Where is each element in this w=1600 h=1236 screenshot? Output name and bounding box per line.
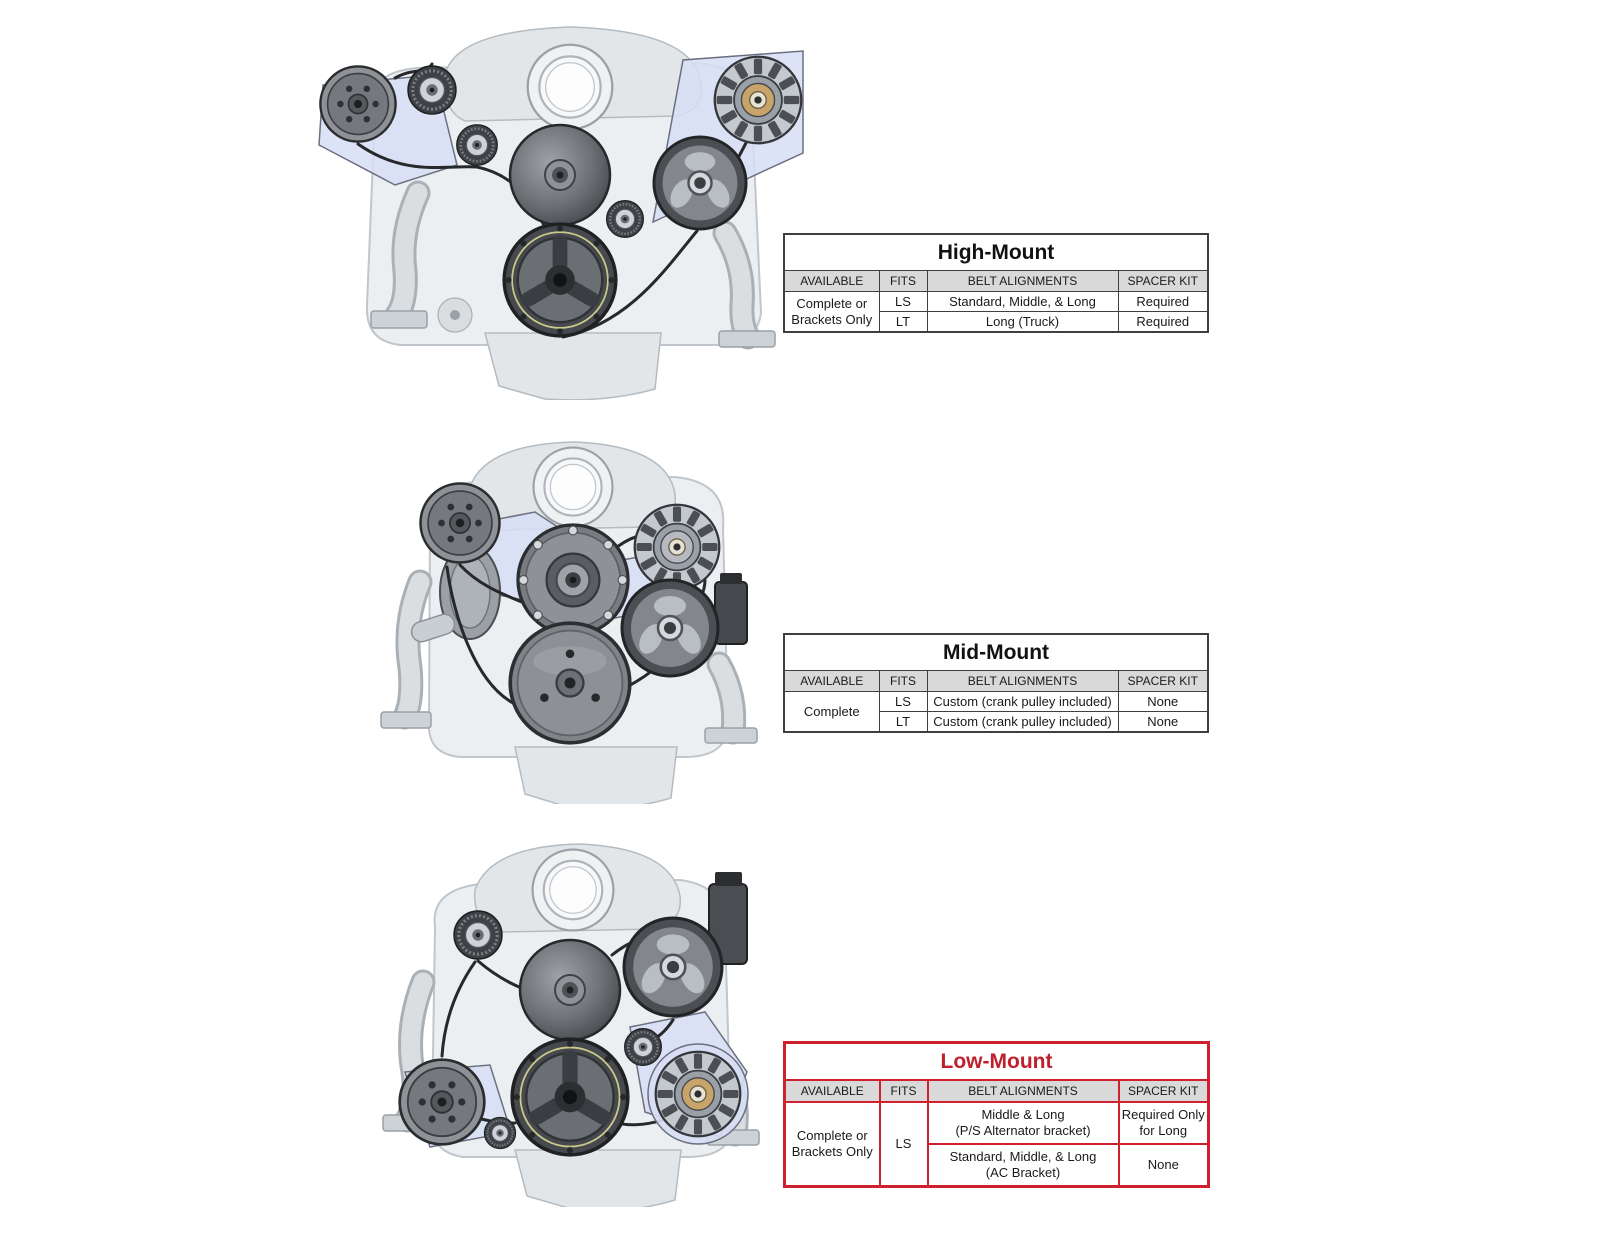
belt-cell: Long (Truck) xyxy=(927,312,1118,333)
high-mount-table xyxy=(783,233,1209,333)
column-header-belt-alignments: BELT ALIGNMENTS xyxy=(928,1080,1119,1102)
spacer-cell: Required Only for Long xyxy=(1119,1102,1209,1144)
throttle-body xyxy=(533,850,614,931)
spacer-cell: None xyxy=(1118,692,1208,712)
column-header-spacer-kit: SPACER KIT xyxy=(1118,671,1208,692)
crank-pulley xyxy=(510,623,630,743)
tensioner-pulley xyxy=(457,125,497,165)
available-cell: Complete xyxy=(784,692,879,733)
ps-reservoir-cap xyxy=(715,872,742,886)
ps-reservoir xyxy=(715,582,747,644)
table-title: Low-Mount xyxy=(785,1043,1209,1081)
ac-compressor xyxy=(400,1060,485,1145)
belt-cell: Custom (crank pulley included) xyxy=(927,692,1118,712)
idler-pulley xyxy=(625,1029,662,1066)
oil-pan xyxy=(515,747,677,804)
mid-mount-table xyxy=(783,633,1209,733)
oil-pan xyxy=(515,1150,681,1207)
alternator-high-mount xyxy=(715,57,801,143)
spacer-cell: Required xyxy=(1118,292,1208,312)
column-header-fits: FITS xyxy=(879,271,927,292)
fits-cell: LS xyxy=(879,692,927,712)
tensioner-pulley xyxy=(454,911,502,959)
idler-pulley xyxy=(607,201,644,238)
belt-cell: Standard, Middle, & Long xyxy=(927,292,1118,312)
tensioner-pulley xyxy=(484,1117,515,1148)
crank-damper xyxy=(504,224,616,336)
column-header-spacer-kit: SPACER KIT xyxy=(1119,1080,1209,1102)
water-pump xyxy=(518,525,628,635)
table-row xyxy=(784,292,1208,312)
belt-cell: Custom (crank pulley included) xyxy=(927,712,1118,733)
table-row xyxy=(784,692,1208,712)
water-pump xyxy=(520,940,620,1040)
throttle-body xyxy=(534,448,613,527)
column-header-spacer-kit: SPACER KIT xyxy=(1118,271,1208,292)
table-row xyxy=(785,1102,1209,1144)
ac-compressor xyxy=(320,66,395,141)
power-steering-pump xyxy=(624,918,722,1016)
spacer-cell: None xyxy=(1119,1144,1209,1187)
column-header-available: AVAILABLE xyxy=(784,671,879,692)
column-header-belt-alignments: BELT ALIGNMENTS xyxy=(927,271,1118,292)
belt-cell: Standard, Middle, & Long (AC Bracket) xyxy=(928,1144,1119,1187)
low-mount-table xyxy=(783,1041,1210,1188)
spacer-cell: None xyxy=(1118,712,1208,733)
ps-reservoir-cap xyxy=(720,573,742,584)
crank-damper xyxy=(512,1039,628,1155)
available-cell: Complete or Brackets Only xyxy=(785,1102,880,1187)
power-steering-pump xyxy=(654,137,746,229)
water-pump xyxy=(510,125,610,225)
alternator-low-mount xyxy=(656,1052,741,1137)
table-title: Mid-Mount xyxy=(784,634,1208,671)
fits-cell: LS xyxy=(880,1102,928,1187)
fits-cell: LT xyxy=(879,312,927,333)
available-cell: Complete or Brackets Only xyxy=(784,292,879,333)
engine-front-view-low-mount xyxy=(375,832,775,1207)
throttle-body xyxy=(528,45,613,130)
power-steering-pump xyxy=(622,580,718,676)
spacer-cell: Required xyxy=(1118,312,1208,333)
engine-front-view-high-mount xyxy=(305,15,805,400)
oil-pan xyxy=(485,333,661,400)
column-header-fits: FITS xyxy=(879,671,927,692)
ac-compressor xyxy=(421,484,500,563)
fits-cell: LS xyxy=(879,292,927,312)
fits-cell: LT xyxy=(879,712,927,733)
table-title: High-Mount xyxy=(784,234,1208,271)
alternator-mid-mount xyxy=(635,505,720,590)
column-header-available: AVAILABLE xyxy=(784,271,879,292)
column-header-available: AVAILABLE xyxy=(785,1080,880,1102)
column-header-fits: FITS xyxy=(880,1080,928,1102)
engine-front-view-mid-mount xyxy=(375,432,770,804)
idler-pulley xyxy=(408,66,456,114)
column-header-belt-alignments: BELT ALIGNMENTS xyxy=(927,671,1118,692)
belt-cell: Middle & Long (P/S Alternator bracket) xyxy=(928,1102,1119,1144)
